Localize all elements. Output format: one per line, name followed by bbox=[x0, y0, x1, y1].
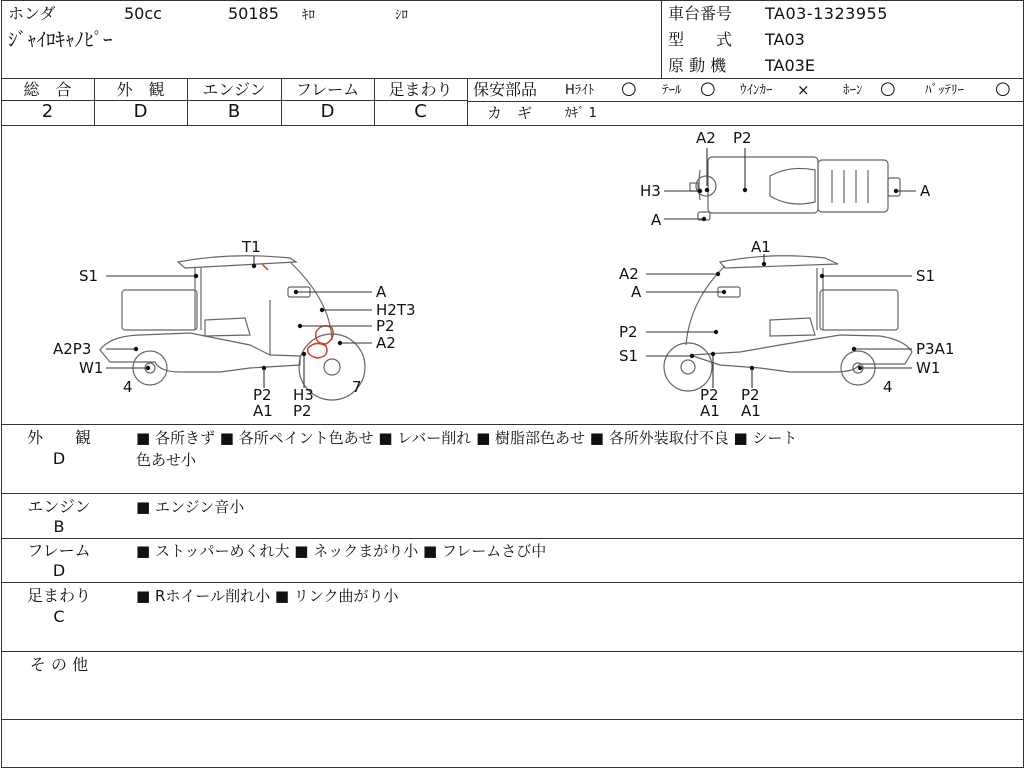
right-label-4: 4 bbox=[883, 378, 893, 396]
top-label-a-right: A bbox=[920, 182, 931, 200]
safety-headlight-mark: ○ bbox=[621, 78, 637, 99]
note-label-suspension: 足まわり bbox=[26, 586, 91, 605]
left-label-w1: W1 bbox=[79, 359, 104, 377]
note-text-exterior: ■ 各所きず ■ 各所ペイント色あせ ■ レバー削れ ■ 樹脂部色あせ ■ 各所外装取付不良 ■ シート bbox=[136, 429, 798, 447]
grade-value-engine: B bbox=[227, 101, 241, 122]
left-label-a2: A2 bbox=[376, 334, 396, 352]
mileage: 50185 bbox=[228, 4, 279, 23]
safety-winker: ｳｲﾝｶｰ bbox=[740, 83, 773, 98]
right-label-s1: S1 bbox=[916, 267, 936, 285]
left-label-s1: S1 bbox=[79, 267, 99, 285]
engine-label: 原 動 機 bbox=[668, 56, 727, 75]
note-grade-frame: D bbox=[52, 561, 66, 580]
left-label-h3-bottom: H3 bbox=[293, 386, 314, 404]
top-label-h3: H3 bbox=[640, 182, 661, 200]
note-text-engine: ■ エンジン音小 bbox=[136, 498, 245, 516]
safety-headlight: Hﾗｲﾄ bbox=[565, 83, 595, 98]
top-label-p2: P2 bbox=[733, 129, 752, 147]
key-label: カ ギ bbox=[487, 104, 533, 122]
type-value: TA03 bbox=[765, 30, 805, 49]
note-text-frame: ■ ストッパーめくれ大 ■ ネックまがり小 ■ フレームさび中 bbox=[136, 542, 547, 560]
note-grade-suspension: C bbox=[53, 607, 65, 626]
note-grade-engine: B bbox=[53, 517, 65, 536]
left-label-p2-bottom2: P2 bbox=[293, 402, 312, 420]
note-label-exterior: 外 観 bbox=[26, 428, 91, 447]
left-label-a: A bbox=[376, 283, 387, 301]
right-label-a2: A2 bbox=[619, 265, 639, 283]
grade-value-suspension: C bbox=[414, 101, 427, 122]
note-label-engine: エンジン bbox=[27, 497, 91, 516]
right-label-a: A bbox=[631, 283, 642, 301]
divider bbox=[1, 78, 1023, 79]
right-label-p3a1: P3A1 bbox=[916, 340, 955, 358]
divider bbox=[467, 78, 468, 125]
left-label-p2-bottom: P2 bbox=[253, 386, 272, 404]
divider bbox=[1, 582, 1023, 583]
safety-tail-mark: ○ bbox=[700, 78, 716, 99]
grade-value-exterior: D bbox=[133, 101, 148, 122]
note-text-suspension: ■ Rホイール削れ小 ■ リンク曲がり小 bbox=[136, 587, 399, 605]
safety-battery: ﾊﾞｯﾃﾘｰ bbox=[925, 83, 964, 98]
left-label-a1-bottom: A1 bbox=[253, 402, 273, 420]
frame-no-label: 車台番号 bbox=[668, 4, 733, 23]
divider bbox=[467, 101, 1023, 102]
key-value: ｶｷﾞ 1 bbox=[565, 106, 597, 121]
frame-no: TA03-1323955 bbox=[765, 4, 888, 23]
safety-horn: ﾎｰﾝ bbox=[843, 83, 863, 98]
grade-header-frame: フレーム bbox=[295, 80, 360, 99]
maker: ホンダ bbox=[8, 4, 56, 23]
right-label-p2-bottom: P2 bbox=[700, 386, 719, 404]
right-label-w1: W1 bbox=[916, 359, 941, 377]
safety-horn-mark: ○ bbox=[880, 78, 896, 99]
divider bbox=[1, 719, 1023, 720]
note-label-frame: フレーム bbox=[27, 541, 91, 560]
engine-value: TA03E bbox=[765, 56, 815, 75]
divider bbox=[1, 493, 1023, 494]
safety-tail: ﾃｰﾙ bbox=[662, 83, 682, 98]
scooter-diagram bbox=[0, 126, 1024, 424]
right-label-p2-bottom2: P2 bbox=[741, 386, 760, 404]
right-label-a1-bottom: A1 bbox=[700, 402, 720, 420]
left-label-7: 7 bbox=[352, 378, 362, 396]
mileage-unit: ｷﾛ bbox=[302, 8, 315, 23]
model-name: ｼﾞｬｲﾛｷｬﾉﾋﾟｰ bbox=[8, 29, 113, 51]
divider bbox=[1, 538, 1023, 539]
grade-value-frame: D bbox=[320, 101, 335, 122]
right-label-a1-bottom2: A1 bbox=[741, 402, 761, 420]
grade-header-exterior: 外 観 bbox=[116, 80, 165, 99]
note-label-other: そ の 他 bbox=[29, 655, 89, 674]
divider bbox=[661, 0, 662, 78]
left-label-p2: P2 bbox=[376, 317, 395, 335]
safety-winker-mark: × bbox=[797, 81, 810, 99]
top-label-a-left: A bbox=[651, 211, 662, 229]
left-label-t1: T1 bbox=[242, 238, 261, 256]
displacement: 50cc bbox=[124, 4, 162, 23]
note-grade-exterior: D bbox=[52, 449, 66, 468]
left-label-h2t3: H2T3 bbox=[376, 301, 416, 319]
divider bbox=[1, 651, 1023, 652]
right-label-s1-lower: S1 bbox=[619, 347, 639, 365]
right-label-p2: P2 bbox=[619, 323, 638, 341]
safety-battery-mark: ○ bbox=[995, 78, 1011, 99]
type-label: 型 式 bbox=[668, 30, 733, 49]
grade-value-overall: 2 bbox=[41, 101, 54, 122]
right-label-a1: A1 bbox=[751, 238, 771, 256]
top-label-a2: A2 bbox=[696, 129, 716, 147]
grade-header-suspension: 足まわり bbox=[388, 80, 453, 99]
color: ｼﾛ bbox=[395, 8, 408, 23]
grade-header-engine: エンジン bbox=[202, 80, 266, 99]
side-view-left bbox=[100, 256, 365, 400]
grade-header-overall: 総 合 bbox=[23, 80, 72, 99]
left-label-a2p3: A2P3 bbox=[53, 340, 92, 358]
divider bbox=[1, 424, 1023, 425]
note-text-exterior-cont: 色あせ小 bbox=[136, 451, 197, 469]
left-label-4: 4 bbox=[123, 378, 133, 396]
top-view bbox=[690, 157, 900, 220]
safety-label: 保安部品 bbox=[473, 80, 538, 99]
